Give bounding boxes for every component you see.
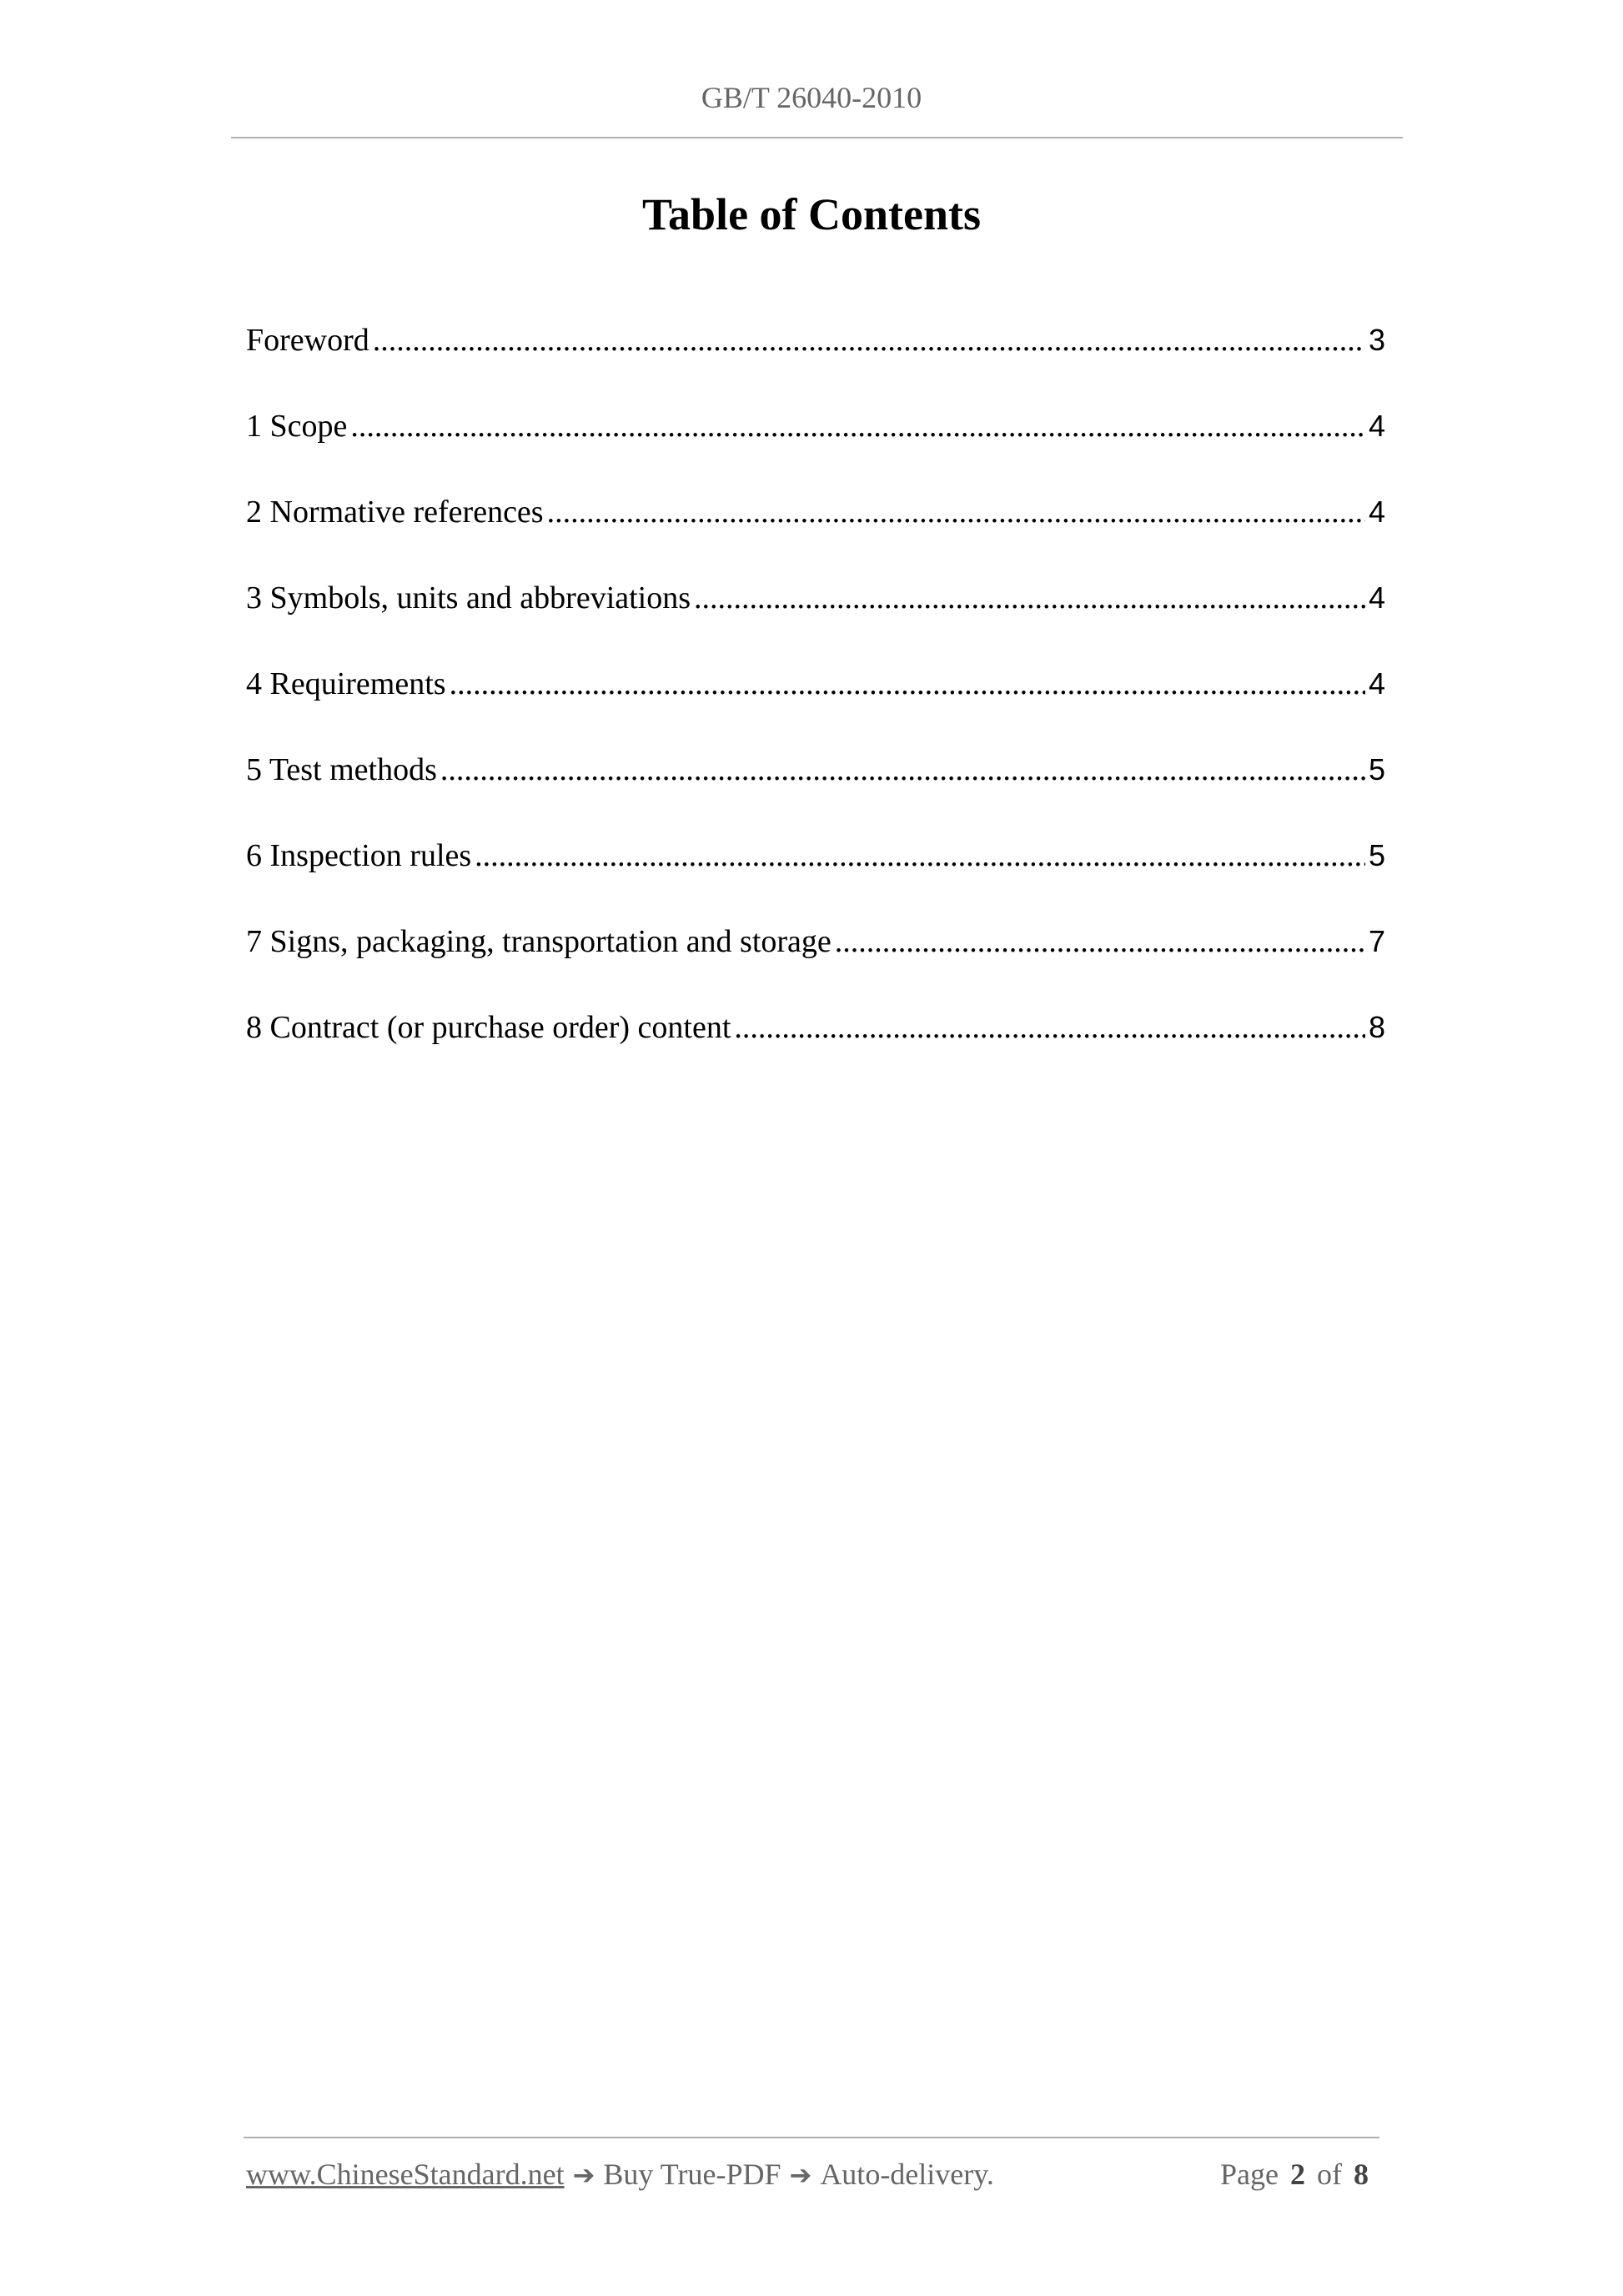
toc-entry-normative-references[interactable]	[246, 494, 1385, 580]
toc-leader-dots	[475, 837, 1365, 874]
toc-leader-dots	[350, 408, 1365, 445]
toc-entry-page: 5	[1368, 752, 1385, 786]
toc-entry-page: 8	[1368, 1010, 1385, 1044]
arrow-right-icon: ➔	[789, 2159, 812, 2191]
toc-entry-label: 7 Signs, packaging, transportation and storage	[246, 924, 832, 959]
page-current: 2	[1290, 2158, 1305, 2191]
toc-entry-label: 5 Test methods	[246, 752, 437, 787]
page-total: 8	[1354, 2158, 1369, 2191]
toc-entry-contract-content[interactable]	[246, 1009, 1385, 1095]
toc-entry-test-methods[interactable]	[246, 751, 1385, 837]
footer-step-delivery: Auto-delivery.	[820, 2158, 994, 2191]
toc-leader-dots	[547, 494, 1365, 530]
toc-entry-label: 4 Requirements	[246, 666, 446, 701]
toc-entry-inspection-rules[interactable]	[246, 837, 1385, 923]
toc-leader-dots	[450, 666, 1365, 702]
footer-divider	[244, 2137, 1379, 2138]
toc-leader-dots	[373, 322, 1365, 359]
toc-entry-requirements[interactable]	[246, 666, 1385, 751]
toc-entry-foreword[interactable]	[246, 322, 1385, 408]
toc-leader-dots	[835, 923, 1365, 960]
toc-entry-label: Foreword	[246, 323, 369, 358]
toc-entry-page: 3	[1368, 323, 1385, 357]
toc-leader-dots	[734, 1009, 1365, 1046]
toc-entry-label: 1 Scope	[246, 409, 348, 444]
toc-entry-page: 4	[1368, 580, 1385, 615]
toc-entry-signs-packaging[interactable]	[246, 923, 1385, 1009]
header-divider	[231, 137, 1403, 138]
footer-step-buy: Buy True-PDF	[603, 2158, 781, 2191]
toc-list	[246, 322, 1385, 1095]
website-link[interactable]: www.ChineseStandard.net	[246, 2158, 565, 2191]
page-word: Page	[1220, 2158, 1279, 2191]
document-id-header: GB/T 26040-2010	[701, 81, 922, 114]
toc-entry-label: 6 Inspection rules	[246, 838, 472, 873]
page-indicator	[1220, 2157, 1380, 2192]
toc-entry-page: 7	[1368, 924, 1385, 958]
arrow-right-icon: ➔	[572, 2159, 595, 2191]
footer-left	[246, 2157, 994, 2192]
toc-entry-page: 5	[1368, 838, 1385, 872]
toc-entry-symbols[interactable]	[246, 580, 1385, 666]
of-word: of	[1317, 2158, 1342, 2191]
toc-entry-page: 4	[1368, 495, 1385, 529]
page-footer	[246, 2157, 1380, 2192]
toc-entry-scope[interactable]	[246, 408, 1385, 494]
toc-entry-label: 3 Symbols, units and abbreviations	[246, 580, 691, 615]
toc-entry-label: 8 Contract (or purchase order) content	[246, 1010, 731, 1045]
toc-entry-page: 4	[1368, 409, 1385, 443]
toc-entry-label: 2 Normative references	[246, 495, 544, 530]
toc-entry-page: 4	[1368, 666, 1385, 701]
page-title: Table of Contents	[641, 189, 982, 239]
toc-leader-dots	[694, 580, 1365, 616]
toc-leader-dots	[440, 751, 1365, 788]
